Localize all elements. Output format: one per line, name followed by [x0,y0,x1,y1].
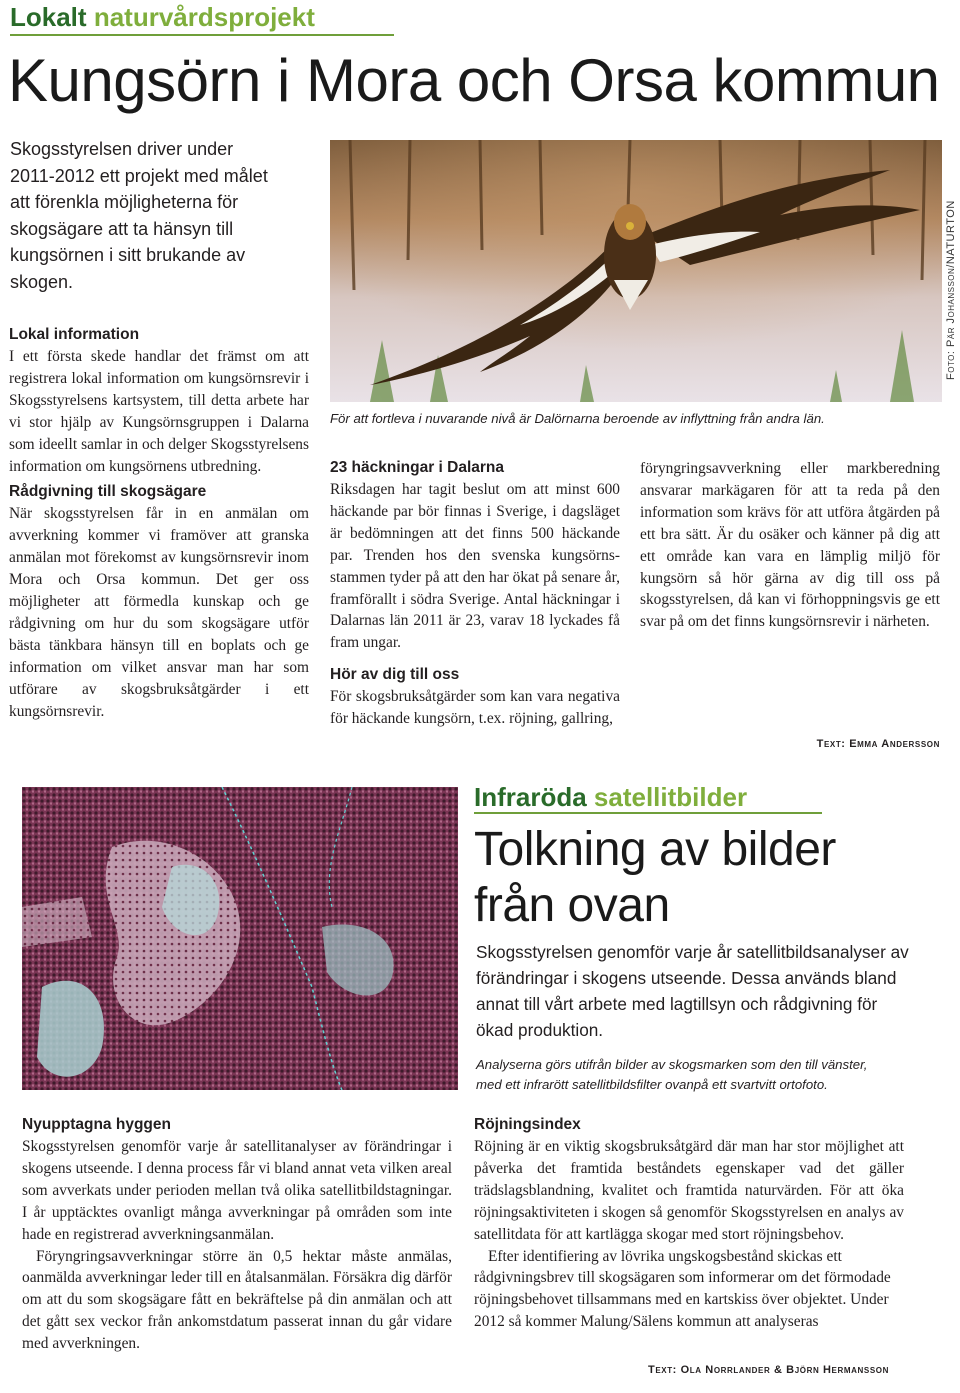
paragraph-hyggen-1: Skogsstyrelsen genomför varje år satellitanalyser av förändringar i skogens utseende. I denna process får vi bland annat veta vilken areal som avverkats under perioden mellan två olika satellitbildstagningar. I år upptäcktes ovanligt många avverkningar på områden som inte hade en registrerad avverkningsanmälan. [22,1138,452,1243]
kicker-word-2: naturvårdsprojekt [93,2,315,32]
kicker-word-1: Lokalt [10,2,87,32]
golden-eagle-illustration [330,140,942,402]
article-column-1 [9,324,309,723]
kicker-underline [10,34,394,36]
byline-ola-bjorn: Text: Ola Norrlander & Björn Hermansson [648,1364,889,1376]
paragraph-rojning-2 [474,1246,904,1334]
page-title: Kungsörn i Mora och Orsa kommun [8,47,940,114]
kicker2-word-2: satellitbilder [593,782,748,812]
golden-eagle-photo [330,140,942,402]
paragraph-rojning-2-text: Efter identifiering av lövrika ungskogsbestånd skickas ett rådgivningsbrev till skogsägaren som informerar om det förmodade röjningsbehovet tillsammans med en kartskiss över objektet. Under 2012 så kommer Malung/Sälens kommun att analyseras [474,1247,891,1331]
intro-lead: Skogsstyrelsen driver under 2011-2012 ett projekt med målet att förenkla möjligheterna för skogsägare att ta hänsyn till kungsörnen i sitt brukande av skogen. [10,139,268,292]
subheading-haeckningar: 23 häckningar i Dalarna [330,459,505,476]
paragraph-hor-av-dig-start [330,686,620,730]
section2-title [474,822,836,934]
paragraph-radgivning: När skogsstyrelsen får in en anmälan om avverkning kommer vi framöver att granska anmälan mot förekomst av kungsörnsrevir inom Mora och Orsa kommun. Det ger oss möjligheter att förmedla kunskap och ge rådgivning om hur du som skogsägare utför bästa tänkbara hänsyn till en boplats och ge information om vilket ansvar man har som utförare av skogsbruksåtgärder i ett kungsörnsrevir. [9,505,309,720]
kicker2-underline [474,812,822,814]
subheading-nyupptagna-hyggen: Nyupptagna hyggen [22,1116,171,1133]
article-column-2 [330,457,620,730]
satellite-photo-caption: Analyserna görs utifrån bilder av skogsmarken som den till vänster, med ett infrarött satellitbildsfilter ovanpå ett svartvitt ortofoto. [476,1057,868,1092]
subheading-rojningsindex: Röjningsindex [474,1116,581,1133]
column-3-text [640,458,940,633]
subheading-radgivning: Rådgivning till skogsägare [9,483,207,501]
section2-title-line-2: från ovan [474,879,670,932]
section2-column-1 [22,1114,452,1355]
infrared-forest-map [22,787,458,1090]
section2-column-2 [474,1114,904,1333]
section2-kicker [474,782,747,812]
subheading-hor-av-dig: Hör av dig till oss [330,666,460,684]
subheading-lokal-information: Lokal information [9,326,140,343]
section2-title-line-1: Tolkning av bilder [474,823,836,876]
paragraph-hyggen-2: Föryngringsavverkningar större än 0,5 hektar måste anmälas, oanmälda avverkningar leder till en åtalsanmälan. Försäkra dig därför om att du som skogsägare fått en bekräftelse på din anmälan och att det gått sex veckor från ankomstdatum passerat innan du går vidare med avverkningen. [22,1247,452,1353]
infrared-satellite-image [22,787,458,1090]
section-kicker [10,2,315,32]
paragraph-lokal-information: I ett första skede handlar det främst om att registrera lokal information om kungsörnsrevir i Skogsstyrelsens kartsystem, till detta arbete har vi stor hjälp av Kungsörnsgruppen i Dalarna som ideellt samlar in och delger Skogsstyrelsens information om kungsörnens utbredning. [9,348,309,475]
section2-lead: Skogsstyrelsen genomför varje år satellitbildsanalyser av förändringar i skogens utseende. Dessa används bland annat till vårt arbete med lagtillsyn och rådgivning för ökad produktion. [476,942,909,1040]
byline-emma: Text: Emma Andersson [816,738,940,750]
kicker2-word-1: Infraröda [474,782,587,812]
paragraph-rojning-1: Röjning är en viktig skogsbruksåtgärd där man har stor möjlighet att påverka det framtida beståndets egenskaper vad det gäller trädslagsblandning, kvalitet och framtida naturvärden. För att öka röjningsaktiviteten i skogen så genomför Skogsstyrelsen en analys av satellitdata för att kartlägga skogar med stort röjningsbehov. [474,1138,904,1243]
eagle-photo-caption: För att fortleva i nuvarande nivå är Dalörnarna beroende av inflyttning från andra län. [330,411,825,426]
paragraph-haeckningar: Riksdagen har tagit beslut om att minst 600 häckande par bör finnas i Sverige, i dagsläget är bedömningen att det finns 500 häckande par. Trenden hos den svenska kungsörns-stammen tyder på att den har ökat på senare år, framförallt i södra Sverige. Antal häckningar i Dalarnas län 2011 är 23, varav 18 lyckades få fram ungar. [330,481,620,652]
photo-credit: Foto: Pär Johansson/NATURTON [945,200,957,380]
paragraph-hor-av-dig: För skogsbruksåtgärder som kan vara negativa för häckande kungsörn, t.ex. röjning, gallring, [330,688,620,728]
paragraph-hor-av-dig-cont: föryngringsavverkning eller markberedning ansvarar markägaren för att ta reda på den information som krävs för att utföra åtgärden på ett bra sätt. Är du osäker och känner på dig att ett område kan vara en lämplig miljö för kungsörn så hör gärna av dig till oss på skogsstyrelsen, då kan vi förhoppningsvis ge ett svar på om det finns kungsörnsrevir i närheten. [640,460,940,631]
